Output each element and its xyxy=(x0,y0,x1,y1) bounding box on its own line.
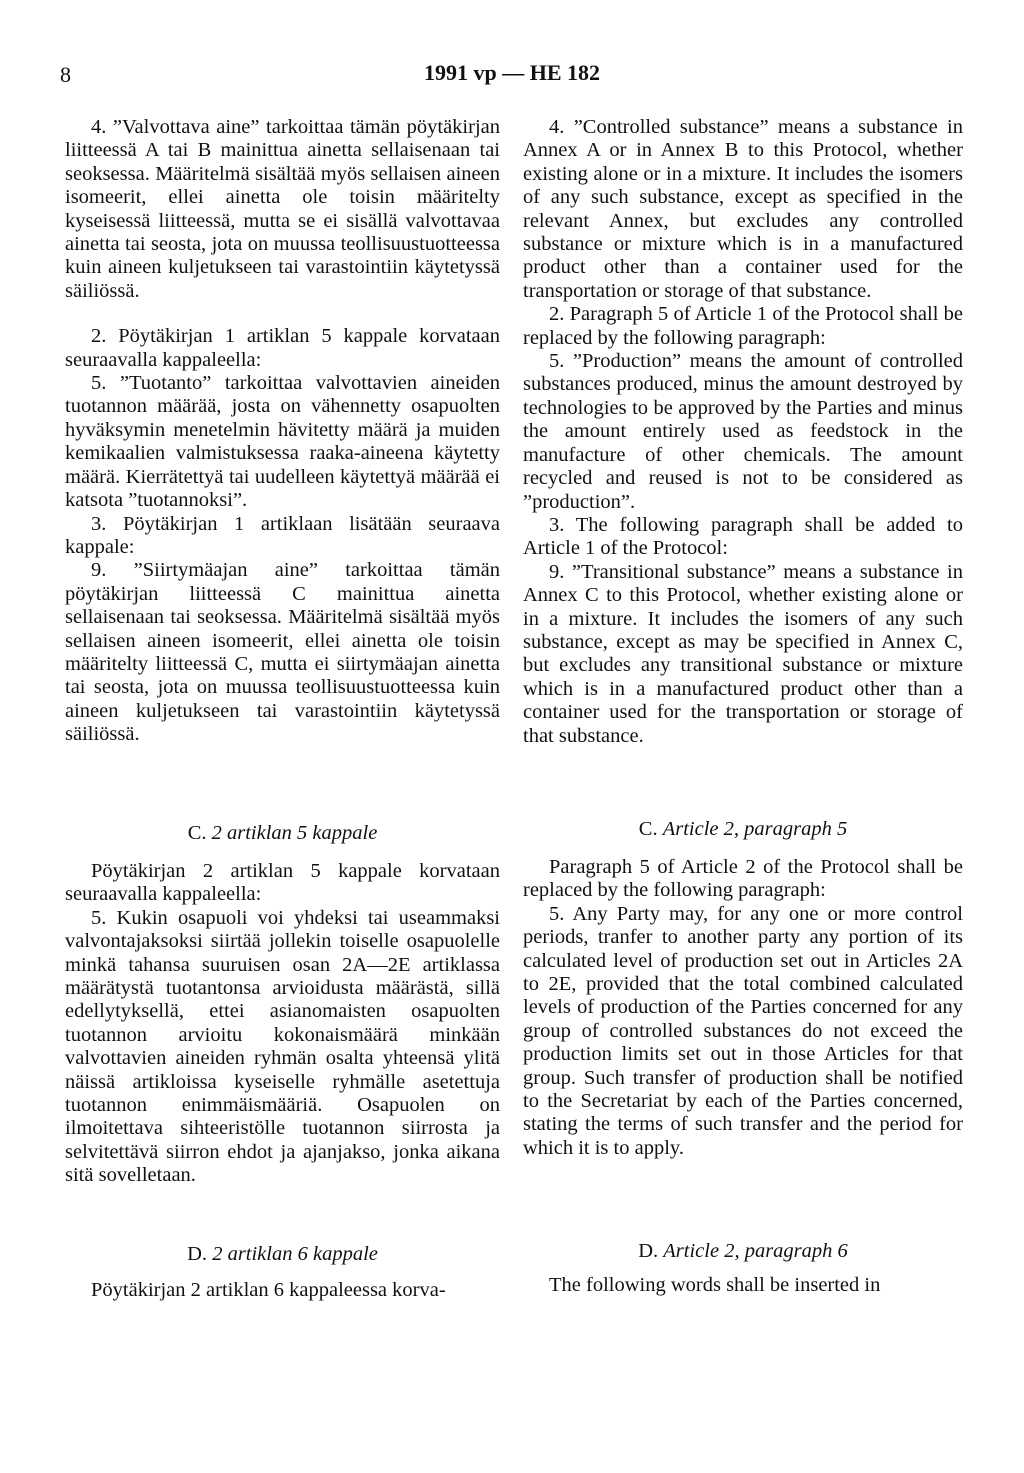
section-d-finnish-column xyxy=(65,1279,500,1302)
section-c-english-column xyxy=(523,856,963,1160)
en-paragraph: 2. Paragraph 5 of Article 1 of the Protocol shall be replaced by the following paragraph: xyxy=(523,303,963,349)
page-number: 8 xyxy=(60,62,71,87)
fi-paragraph: 5. Kukin osapuoli voi yhdeksi tai useammaksi valvontajaksoksi siirtää jollekin toiselle osapuolelle minkä tahansa suuruisen osan 2A—2E artiklassa määrätystä tuotantonsa arvioidusta määrästä, sillä edellytyksellä, ettei asianomaisten osapuolten tuotannon arvioitu kokonaismäärä minkään valvottavien aineiden ryhmän osalta yhteensä ylitä näissä artikloissa kyseiselle ryhmälle asetettuja tuotannon enimmäismääriä. Osapuolen on ilmoitettava sihteeristölle tuotannon siirrosta ja selvitettävä siirron ehdot ja ajanjakso, jonka aikana sitä sovelletaan. xyxy=(65,906,500,1187)
section-1-english-column xyxy=(523,116,963,748)
fi-paragraph: Pöytäkirjan 2 artiklan 5 kappale korvataan seuraavalla kappaleella: xyxy=(65,860,500,906)
heading-letter: D. xyxy=(187,1243,208,1265)
section-d-english-column xyxy=(523,1274,963,1297)
heading-title: Article 2, paragraph 5 xyxy=(662,818,848,840)
en-paragraph: 5. ”Production” means the amount of controlled substances produced, minus the amount destroyed by technologies to be approved by the Parties and minus the amount entirely used as feedstock in the manufacture of other chemicals. The amount recycled and reused is not to be considered as ”production”. xyxy=(523,350,963,513)
fi-paragraph: 2. Pöytäkirjan 1 artiklan 5 kappale korvataan seuraavalla kappaleella: xyxy=(65,325,500,371)
heading-letter: C. xyxy=(638,818,658,840)
heading-title: Article 2, paragraph 6 xyxy=(663,1240,848,1262)
section-d-english-heading xyxy=(523,1240,963,1263)
en-paragraph: 3. The following paragraph shall be added to Article 1 of the Protocol: xyxy=(523,513,963,560)
running-title: 1991 vp — HE 182 xyxy=(423,60,601,85)
en-paragraph: Paragraph 5 of Article 2 of the Protocol shall be replaced by the following paragraph: xyxy=(523,856,963,902)
heading-title: 2 artiklan 5 kappale xyxy=(211,822,378,844)
fi-paragraph: 9. ”Siirtymäajan aine” tarkoittaa tämän pöytäkirjan liitteessä C mainittua ainetta sellaisenaan tai seoksessa. Määritelmä sisältää myös sellaisen aineen isomeerit, ellei ainetta ole toisin määritelty liitteessä C, mutta ei siirtymäajan ainetta tai seosta, jota on muussa teollisuustuotteessa kuin aineen kuljetukseen tai varastointiin käytetyssä säiliössä. xyxy=(65,559,500,746)
fi-paragraph: 3. Pöytäkirjan 1 artiklaan lisätään seuraava kappale: xyxy=(65,512,500,558)
section-c-finnish-column xyxy=(65,860,500,1188)
en-paragraph: The following words shall be inserted in xyxy=(549,1274,881,1296)
en-paragraph: 4. ”Controlled substance” means a substance in Annex A or in Annex B to this Protocol, whether existing alone or in a mixture. It includes the isomers of any such substance, except as specified in the relevant Annex, but excludes any controlled substance or mixture which is in a manufactured product other than a container used for the transportation or storage of that substance. xyxy=(523,116,963,302)
fi-paragraph: 4. ”Valvottava aine” tarkoittaa tämän pöytäkirjan liitteessä A tai B mainittua ainetta sellaisenaan tai seoksessa. Määritelmä sisältää myös sellaisen aineen isomeerit, ellei ainetta ole toisin määritelty kyseisessä liitteessä, mutta se ei sisällä valvottavaa ainetta tai seosta, jota on muussa teollisuustuotteessa kuin aineen kuljetukseen tai varastointiin käytetyssä säiliössä. xyxy=(65,116,500,302)
fi-paragraph: Pöytäkirjan 2 artiklan 6 kappaleessa korva- xyxy=(91,1279,446,1301)
section-d-finnish-heading xyxy=(65,1243,500,1266)
en-paragraph: 9. ”Transitional substance” means a substance in Annex C to this Protocol, whether existing alone or in a mixture. It includes the isomers of any such substance, except as may be specified in Annex C, but excludes any transitional substance or mixture which is in a manufactured product other than a container used for the transportation or storage of that substance. xyxy=(523,560,963,747)
section-c-english-heading xyxy=(523,818,963,841)
section-c-finnish-heading xyxy=(65,822,500,845)
heading-letter: C. xyxy=(187,822,207,844)
en-paragraph: 5. Any Party may, for any one or more control periods, tranfer to another party any portion of its calculated level of production set out in Articles 2A to 2E, provided that the total combined calculated levels of production of the Parties concerned for any group of controlled substances do not exceed the production limits set out in those Articles for that group. Such transfer of production shall be notified to the Secretariat by each of the Parties concerned, stating the terms of such transfer and the period for which it is to apply. xyxy=(523,902,963,1159)
heading-title: 2 artiklan 6 kappale xyxy=(212,1243,378,1265)
heading-letter: D. xyxy=(638,1240,659,1262)
fi-paragraph: 5. ”Tuotanto” tarkoittaa valvottavien aineiden tuotannon määrää, josta on vähennetty osapuolten hyväksymin menetelmin hävitetty määrä ja muiden kemikaalien valmistuksessa raaka-aineena käytetty määrä. Kierrätettyä tai uudelleen käytettyä määrää ei katsota ”tuotannoksi”. xyxy=(65,372,500,512)
section-1-finnish-column xyxy=(65,116,500,747)
